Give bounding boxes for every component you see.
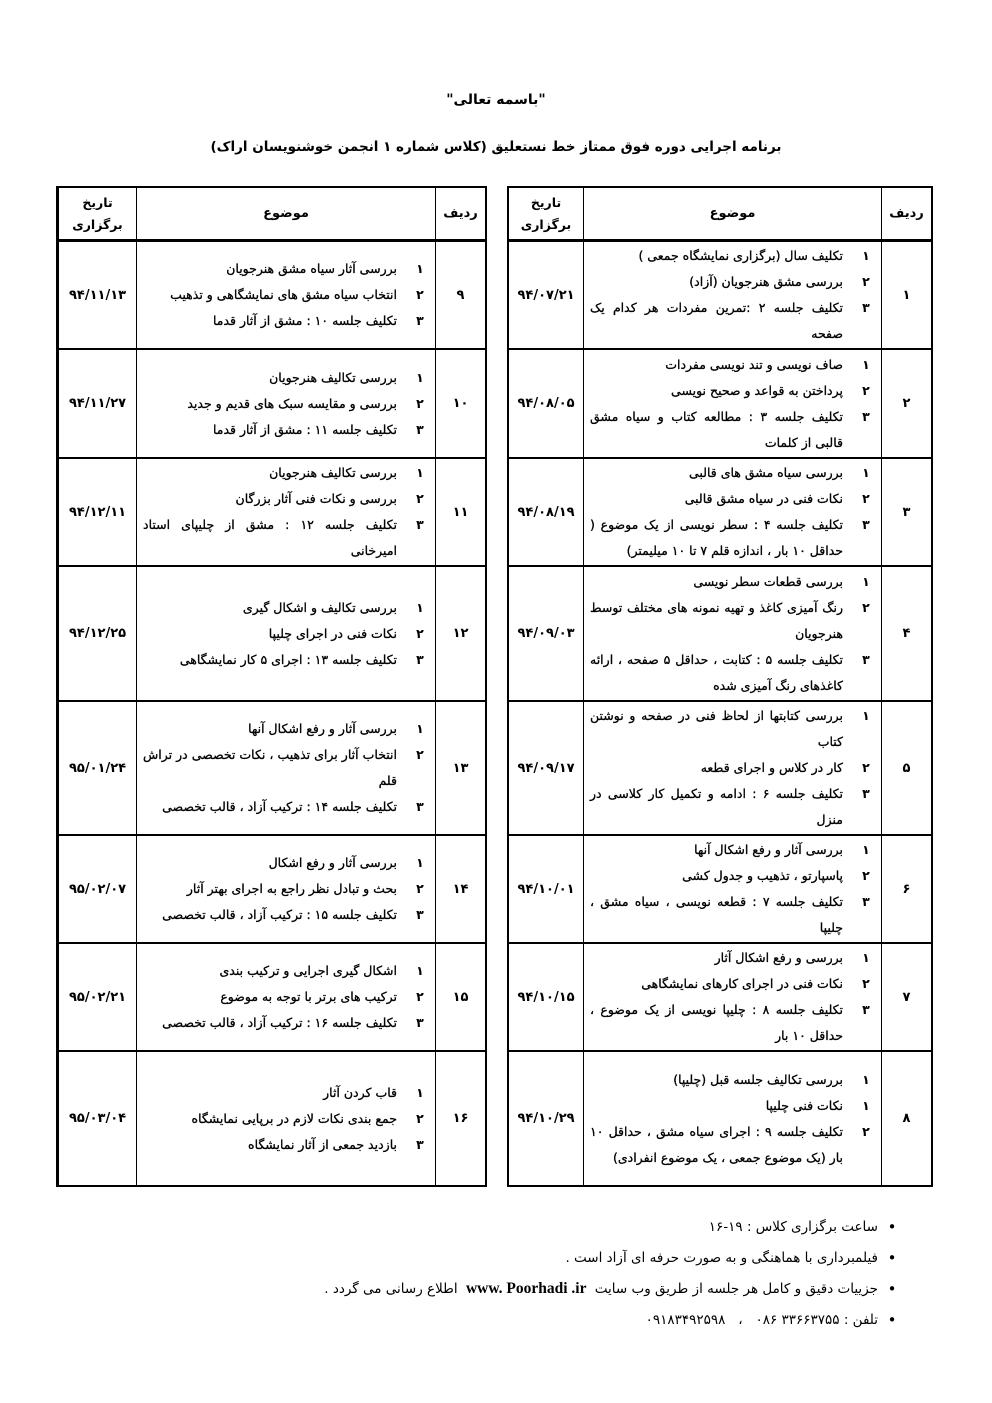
session-date <box>59 1052 136 1185</box>
topic-item-text: تکلیف جلسه ۳ : مطالعه کتاب و سیاه مشق قالبی از کلمات <box>590 408 843 450</box>
topic-item <box>143 1010 435 1036</box>
topic-item-text: جمع بندی نکات لازم در برپایی نمایشگاه <box>191 1110 397 1126</box>
session-number: ۱۳ <box>435 702 485 834</box>
topic-list <box>590 243 881 347</box>
topic-item-number: ۱ <box>416 855 424 870</box>
topic-item-text: پرداختن به قواعد و صحیح نویسی <box>671 382 843 398</box>
topic-item-text: تکلیف جلسه ۱۴ : ترکیب آزاد ، قالب تخصصی <box>162 799 397 814</box>
topic-list <box>590 945 881 1049</box>
header-date-line1: تاریخ <box>530 194 562 210</box>
topic-item <box>590 243 881 269</box>
session-date-text: ۹۴/۱۰/۰۱ <box>517 881 575 897</box>
bullet-icon: • <box>887 1248 897 1267</box>
session-topics <box>583 459 881 565</box>
website-link[interactable]: www. Poorhadi .ir <box>465 1279 587 1297</box>
topic-item <box>590 755 881 781</box>
session-row <box>509 567 931 702</box>
header-date-line2: برگزاری <box>520 216 572 232</box>
topic-item <box>143 1080 435 1106</box>
session-topics <box>136 944 435 1050</box>
topic-list <box>143 365 435 443</box>
topic-item <box>590 512 881 564</box>
session-topics <box>583 1052 881 1185</box>
note-text: فیلمبرداری با هماهنگی و به صورت حرفه ای آزاد است . <box>565 1249 878 1266</box>
topic-list <box>143 1080 435 1158</box>
session-topics <box>583 567 881 700</box>
topic-item-number: ۱ <box>416 963 424 978</box>
topic-item-text: بررسی کتابتها از لحاظ فنی در صفحه و نوشتن کتاب <box>590 708 843 749</box>
topic-item-number: ۳ <box>416 313 424 328</box>
session-date <box>509 567 583 700</box>
topic-item-text: بازدید جمعی از آثار نمایشگاه <box>248 1136 397 1152</box>
topic-item-number: ۱ <box>416 1084 424 1100</box>
topic-item-number: ۳ <box>862 1002 870 1017</box>
topic-item <box>143 460 435 486</box>
session-number: ۳ <box>881 459 931 565</box>
topic-item-text: تکلیف جلسه ۷ : قطعه نویسی ، سیاه مشق ، چلیپا <box>590 894 843 935</box>
topic-list <box>590 1067 881 1171</box>
header-topic-label <box>583 188 881 239</box>
topic-item <box>143 486 435 512</box>
session-topics <box>136 702 435 834</box>
header-row-label: ردیف <box>881 188 931 239</box>
topic-item-text: بررسی تکالیف هنرجویان <box>269 369 397 385</box>
session-row <box>59 567 485 702</box>
topic-item <box>143 742 435 794</box>
topic-item-text: قاب کردن آثار <box>323 1084 397 1100</box>
topic-item <box>590 378 881 404</box>
topic-item <box>143 716 435 742</box>
topic-item-number: ۱ <box>862 842 870 857</box>
topic-item-number: ۲ <box>862 599 870 615</box>
note-text <box>324 1280 878 1298</box>
topic-item-text: تکلیف جلسه ۱۳ : اجرای ۵ کار نمایشگاهی <box>179 651 397 667</box>
topic-item <box>143 902 435 928</box>
session-date <box>59 459 136 565</box>
topic-item <box>143 512 435 564</box>
topic-item-number: ۱ <box>416 369 424 385</box>
session-date <box>59 567 136 700</box>
topic-item-number: ۳ <box>416 651 424 667</box>
topic-item <box>143 794 435 820</box>
topic-item-text: انتخاب آثار برای تذهیب ، نکات تخصصی در تراش قلم <box>143 747 397 788</box>
session-row <box>59 459 485 567</box>
note-website <box>186 1273 906 1304</box>
table-body <box>509 242 931 1185</box>
schedule-table-left <box>56 186 487 1187</box>
session-row <box>59 350 485 459</box>
session-date <box>509 836 583 942</box>
topic-item-number: ۱ <box>862 248 870 263</box>
session-date-text: ۹۴/۱۱/۲۷ <box>68 396 127 411</box>
session-date <box>59 242 136 348</box>
topic-item-text: رنگ آمیزی کاغذ و تهیه نمونه های مختلف توسط هنرجویان <box>590 599 843 641</box>
topic-item-number: ۲ <box>416 287 424 302</box>
session-number: ۱۰ <box>435 350 485 457</box>
session-date <box>509 702 583 834</box>
topic-item <box>590 569 881 595</box>
session-topics <box>136 242 435 348</box>
topic-item <box>590 647 881 699</box>
topic-item <box>590 889 881 941</box>
topic-item-number: ۱ <box>862 950 870 965</box>
topic-item <box>143 850 435 876</box>
topic-item-text: نکات فنی در سیاه مشق قالبی <box>684 491 843 506</box>
topic-item <box>590 781 881 833</box>
topic-item-text: بررسی و مقایسه سبک های قدیم و جدید <box>187 395 397 411</box>
topic-item-number: ۲ <box>416 881 424 896</box>
topic-item-text: تکلیف جلسه ۱۵ : ترکیب آزاد ، قالب تخصصی <box>162 907 397 922</box>
topic-item-text: کار در کلاس و اجرای قطعه <box>700 760 843 775</box>
note-phone <box>186 1304 906 1335</box>
session-row <box>59 836 485 944</box>
session-date <box>509 944 583 1050</box>
topic-item-number: ۲ <box>862 976 870 991</box>
topic-item-number: ۱ <box>416 465 424 480</box>
topic-item <box>143 595 435 621</box>
session-number: ۱۵ <box>435 944 485 1050</box>
header-topic-text: موضوع <box>709 206 756 221</box>
topic-item-text: پاسپارتو ، تذهیب و جدول کشی <box>682 868 843 883</box>
session-number: ۵ <box>881 702 931 834</box>
header-date-label <box>509 188 583 239</box>
topic-item-text: بررسی و رفع اشکال آثار <box>714 950 843 965</box>
note-class-time <box>186 1211 906 1242</box>
topic-item <box>143 621 435 647</box>
topic-list <box>590 352 881 456</box>
topic-item <box>590 971 881 997</box>
session-date-text: ۹۴/۰۷/۲۱ <box>517 287 575 303</box>
footer-notes <box>186 1211 906 1335</box>
topic-item <box>590 1093 881 1119</box>
topic-item <box>590 486 881 512</box>
session-date-text: ۹۴/۱۲/۱۱ <box>68 504 127 520</box>
session-row <box>509 836 931 944</box>
topic-item-text: بررسی آثار و رفع اشکال آنها <box>248 721 397 736</box>
session-date <box>59 702 136 834</box>
topic-list <box>590 703 881 833</box>
topic-item-number: ۳ <box>416 421 424 437</box>
topic-list <box>143 850 435 928</box>
topic-item-text: تکلیف جلسه ۱۲ : مشق از چلیپای استاد امیرخانی <box>143 517 397 558</box>
topic-item-number: ۳ <box>862 786 870 801</box>
session-number: ۱ <box>881 242 931 348</box>
topic-item-text: تکلیف جلسه ۱۶ : ترکیب آزاد ، قالب تخصصی <box>162 1015 397 1030</box>
topic-item-text: تکلیف جلسه ۴ : سطر نویسی از یک موضوع ( حداقل ۱۰ بار ، اندازه قلم ۷ تا ۱۰ میلیمتر) <box>590 517 843 558</box>
topic-item-text: بررسی آثار سیاه مشق هنرجویان <box>226 261 397 276</box>
topic-item <box>143 1106 435 1132</box>
session-number: ۷ <box>881 944 931 1050</box>
session-date-text: ۹۴/۰۹/۰۳ <box>517 626 575 641</box>
session-number: ۶ <box>881 836 931 942</box>
topic-item-text: بررسی آثار و رفع اشکال <box>268 855 397 870</box>
topic-item <box>590 460 881 486</box>
session-number: ۱۴ <box>435 836 485 942</box>
topic-item-text: بررسی تکالیف هنرجویان <box>269 465 397 480</box>
session-date <box>509 242 583 348</box>
topic-list <box>590 460 881 564</box>
session-number: ۲ <box>881 350 931 457</box>
session-date <box>509 1052 583 1185</box>
topic-item-number: ۱ <box>862 1071 870 1087</box>
session-row <box>509 350 931 459</box>
topic-item-number: ۲ <box>416 989 424 1004</box>
topic-item-number: ۱ <box>862 708 870 723</box>
note-website-before: جزییات دقیق و کامل هر جلسه از طریق وب سایت <box>594 1280 878 1297</box>
topic-item <box>143 417 435 443</box>
topic-item <box>143 256 435 282</box>
topic-item-number: ۲ <box>862 1123 870 1139</box>
topic-item-number: ۳ <box>416 1136 424 1152</box>
session-date-text: ۹۵/۰۱/۲۴ <box>68 760 127 776</box>
topic-list <box>590 837 881 941</box>
topic-item-text: بررسی آثار و رفع اشکال آنها <box>694 842 843 857</box>
session-row <box>509 702 931 836</box>
session-date-text: ۹۴/۱۱/۱۳ <box>68 287 127 303</box>
topic-item-number: ۱ <box>862 465 870 480</box>
header-row-label: ردیف <box>435 188 485 239</box>
topic-item <box>590 352 881 378</box>
session-date <box>509 459 583 565</box>
session-number: ۸ <box>881 1052 931 1185</box>
topic-item-number: ۱ <box>862 573 870 589</box>
bullet-icon: • <box>887 1279 897 1298</box>
topic-item-text: نکات فنی در اجرای چلیپا <box>268 625 397 641</box>
session-date-text: ۹۵/۰۳/۰۴ <box>68 1111 127 1126</box>
session-topics <box>136 836 435 942</box>
topic-item-text: نکات فنی چلیپا <box>765 1097 843 1113</box>
page-title: "باسمه تعالی" <box>446 92 546 108</box>
header-date-label <box>59 188 136 239</box>
topic-item <box>143 958 435 984</box>
topic-item-number: ۳ <box>862 517 870 532</box>
topic-item-number: ۲ <box>862 760 870 775</box>
session-number: ۹ <box>435 242 485 348</box>
topic-item-number: ۲ <box>862 382 870 398</box>
topic-list <box>143 958 435 1036</box>
session-topics <box>583 702 881 834</box>
topic-item-number: ۳ <box>862 300 870 315</box>
topic-item-text: تکلیف جلسه ۸ : چلیپا نویسی از یک موضوع ، حداقل ۱۰ بار <box>590 1002 843 1043</box>
session-number: ۴ <box>881 567 931 700</box>
topic-item-text: صاف نویسی و تند نویسی مفردات <box>665 356 843 372</box>
topic-item-text: نکات فنی در اجرای کارهای نمایشگاهی <box>641 976 843 991</box>
topic-item-text: تکلیف جلسه ۱۱ : مشق از آثار قدما <box>212 421 397 437</box>
topic-item-number: ۲ <box>416 1110 424 1126</box>
session-date <box>59 350 136 457</box>
topic-item-number: ۱ <box>416 599 424 615</box>
session-row <box>59 1052 485 1185</box>
bullet-icon: • <box>887 1310 897 1329</box>
topic-item <box>590 703 881 755</box>
topic-item <box>143 282 435 308</box>
topic-item-text: بررسی تکالیف جلسه قبل (چلیپا) <box>673 1071 843 1087</box>
topic-item <box>590 997 881 1049</box>
topic-list <box>590 569 881 699</box>
topic-item-number: ۳ <box>416 517 424 532</box>
session-row <box>509 242 931 350</box>
topic-item-text: اشکال گیری اجرایی و ترکیب بندی <box>219 963 397 978</box>
topic-item <box>590 595 881 647</box>
session-date-text: ۹۴/۱۰/۱۵ <box>517 989 575 1005</box>
topic-item <box>143 984 435 1010</box>
session-topics <box>583 836 881 942</box>
session-topics <box>583 350 881 457</box>
note-filming <box>186 1242 906 1273</box>
topic-item-number: ۳ <box>416 1015 424 1030</box>
topic-item-text: بررسی تکالیف و اشکال گیری <box>242 599 397 615</box>
topic-item <box>143 391 435 417</box>
topic-item-text: ترکیب های برتر با توجه به موضوع <box>220 989 397 1004</box>
note-website-after: اطلاع رسانی می گردد . <box>324 1280 458 1297</box>
topic-item <box>590 863 881 889</box>
topic-item <box>143 647 435 673</box>
topic-item <box>143 365 435 391</box>
topic-item-text: تکلیف سال (برگزاری نمایشگاه جمعی ) <box>638 248 843 263</box>
session-topics <box>136 459 435 565</box>
session-date-text: ۹۴/۰۹/۱۷ <box>517 760 575 776</box>
session-topics <box>136 350 435 457</box>
topic-item-text: تکلیف جلسه ۶ : ادامه و تکمیل کار کلاسی در منزل <box>590 786 843 827</box>
session-row <box>59 242 485 350</box>
topic-item <box>590 1119 881 1171</box>
header-topic-label <box>136 188 435 239</box>
topic-item-text: انتخاب سیاه مشق های نمایشگاهی و تذهیب <box>170 287 397 302</box>
topic-list <box>143 595 435 673</box>
topic-item-text: تکلیف جلسه ۵ : کتابت ، حداقل ۵ صفحه ، ارائه کاغذهای رنگ آمیزی شده <box>590 651 843 693</box>
note-text: ساعت برگزاری کلاس : ۱۹-۱۶ <box>708 1218 878 1235</box>
topic-item-number: ۲ <box>862 491 870 506</box>
session-row <box>509 1052 931 1185</box>
topic-item-text: بررسی سیاه مشق های قالبی <box>688 465 843 480</box>
topic-item-number: ۲ <box>416 491 424 506</box>
topic-item-number: ۳ <box>416 907 424 922</box>
topic-item <box>590 269 881 295</box>
session-topics <box>136 567 435 700</box>
topic-item-number: ۲ <box>862 868 870 883</box>
topic-item-text: تکلیف جلسه ۹ : اجرای سیاه مشق ، حداقل ۱۰ بار (یک موضوع جمعی ، یک موضوع انفرادی) <box>590 1123 843 1165</box>
topic-item-text: بررسی قطعات سطر نویسی <box>693 573 843 589</box>
topic-item-text: بررسی و نکات فنی آثار بزرگان <box>235 491 397 506</box>
table-body <box>59 242 485 1185</box>
session-row <box>59 944 485 1052</box>
topic-item-text: تکلیف جلسه ۲ :تمرین مفردات هر کدام یک صفحه <box>590 300 843 341</box>
topic-item-number: ۳ <box>862 651 870 667</box>
session-date <box>59 944 136 1050</box>
session-row <box>509 944 931 1052</box>
topic-item <box>590 295 881 347</box>
session-date-text: ۹۴/۱۲/۲۵ <box>68 626 127 641</box>
session-number: ۱۱ <box>435 459 485 565</box>
session-number: ۱۲ <box>435 567 485 700</box>
topic-item <box>143 1132 435 1158</box>
topic-item <box>590 945 881 971</box>
schedule-table-right <box>507 186 933 1187</box>
topic-item-number: ۳ <box>862 894 870 909</box>
topic-list <box>143 256 435 334</box>
session-date <box>509 350 583 457</box>
session-date-text: ۹۵/۰۲/۲۱ <box>68 989 127 1005</box>
topic-item-number: ۱ <box>416 721 424 736</box>
topic-item-text: بررسی مشق هنرجویان (آزاد) <box>689 274 843 289</box>
topic-item-number: ۲ <box>416 395 424 411</box>
topic-item <box>590 404 881 456</box>
session-date <box>59 836 136 942</box>
topic-item-number: ۱ <box>862 356 870 372</box>
session-date-text: ۹۴/۱۰/۲۹ <box>517 1111 575 1126</box>
topic-item-number: ۳ <box>416 799 424 814</box>
topic-item-text: بحث و تبادل نظر راجع به اجرای بهتر آثار <box>186 881 397 896</box>
topic-item-number: ۲ <box>416 747 424 762</box>
header-date-line2: برگزاری <box>72 216 123 232</box>
topic-list <box>143 460 435 564</box>
session-date-text: ۹۴/۰۸/۰۵ <box>517 396 575 411</box>
session-date-text: ۹۴/۰۸/۱۹ <box>517 504 575 520</box>
phone-numbers: تلفن : ۳۳۶۶۳۷۵۵ ۰۸۶ ، ۰۹۱۸۳۴۹۲۵۹۸ <box>645 1311 878 1328</box>
session-number: ۱۶ <box>435 1052 485 1185</box>
topic-item-number: ۲ <box>416 625 424 641</box>
topic-list <box>143 716 435 820</box>
session-row <box>59 702 485 836</box>
topic-item <box>590 1067 881 1093</box>
table-header <box>509 188 931 242</box>
topic-item-number: ۱ <box>862 1097 870 1113</box>
topic-item <box>590 837 881 863</box>
session-date-text: ۹۵/۰۲/۰۷ <box>68 881 127 897</box>
topic-item-number: ۱ <box>416 261 424 276</box>
bullet-icon: • <box>887 1217 897 1236</box>
topic-item-number: ۳ <box>862 408 870 424</box>
header-topic-text: موضوع <box>263 206 309 221</box>
topic-item-text: تکلیف جلسه ۱۰ : مشق از آثار قدما <box>212 313 397 328</box>
topic-item <box>143 876 435 902</box>
session-topics <box>583 242 881 348</box>
session-topics <box>136 1052 435 1185</box>
page-subtitle: برنامه اجرایی دوره فوق ممتاز خط نستعلیق (کلاس شماره ۱ انجمن خوشنویسان اراک) <box>210 139 782 155</box>
table-header <box>59 188 485 242</box>
header-date-line1: تاریخ <box>82 194 113 210</box>
session-row <box>509 459 931 567</box>
session-topics <box>583 944 881 1050</box>
topic-item <box>143 308 435 334</box>
topic-item-number: ۲ <box>862 274 870 289</box>
